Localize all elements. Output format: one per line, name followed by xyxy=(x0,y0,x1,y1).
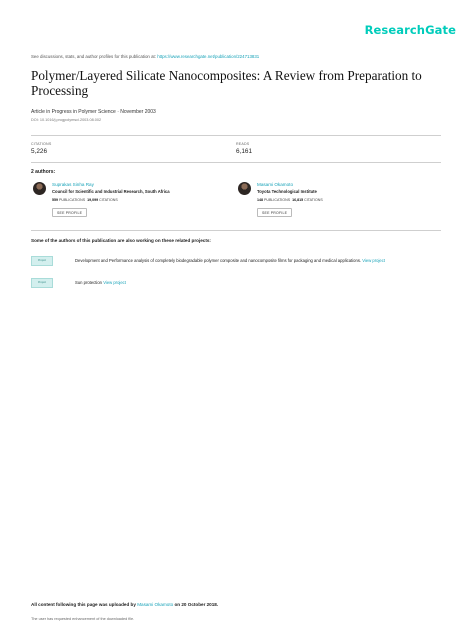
journal-name: Progress in Polymer Science xyxy=(51,109,116,115)
upload-suffix: on 20 October 2018. xyxy=(174,602,219,607)
project-1-thumbnail[interactable]: Project xyxy=(31,256,53,266)
reads-label: READS xyxy=(236,142,250,146)
author-2-see-profile-button[interactable]: SEE PROFILE xyxy=(257,208,292,217)
avatar-author-1[interactable] xyxy=(33,182,46,195)
author-2-citations-count: 16,815 xyxy=(292,198,304,202)
author-1-publications-count: 559 xyxy=(52,198,58,202)
author-2-publications-count: 148 xyxy=(257,198,263,202)
project-2-view-link[interactable]: View project xyxy=(103,280,126,285)
author-1-affiliation: Council for Scientific and Industrial Research, South Africa xyxy=(52,189,170,194)
author-1-name-link[interactable]: Suprakas Sinha Ray xyxy=(52,182,94,187)
project-1 xyxy=(75,258,445,263)
divider-authors xyxy=(31,230,441,231)
publication-url-link[interactable]: https://www.researchgate.net/publication/224713831 xyxy=(157,54,260,59)
author-1-stats xyxy=(52,198,118,202)
disclaimer-text: See discussions, stats, and author profiles for this publication at: xyxy=(31,54,158,59)
author-2-name-link[interactable]: Masami Okamoto xyxy=(257,182,293,187)
author-2-stats xyxy=(257,198,323,202)
author-1-citations-count: 19,099 xyxy=(87,198,99,202)
author-2-publications-label: PUBLICATIONS xyxy=(264,198,291,202)
project-2-thumbnail[interactable]: Project xyxy=(31,278,53,288)
project-1-text: Development and Performance analysis of completely biodegradable polymer composite and nanocomposite films for packaging and medical applications. xyxy=(75,258,362,263)
enhancement-note: The user has requested enhancement of the downloaded file. xyxy=(31,617,135,621)
publication-date: · November 2003 xyxy=(117,109,156,115)
disclaimer-line xyxy=(31,54,259,59)
project-1-view-link[interactable]: View project xyxy=(362,258,385,263)
project-2 xyxy=(75,280,126,285)
citations-label: CITATIONS xyxy=(31,142,52,146)
project-2-text: Sun protection xyxy=(75,280,103,285)
related-projects-heading: Some of the authors of this publication are also working on these related projects: xyxy=(31,238,211,243)
reads-value: 6,161 xyxy=(236,148,252,155)
divider-stats xyxy=(31,162,441,163)
author-1-publications-label: PUBLICATIONS xyxy=(59,198,86,202)
author-2-citations-label: CITATIONS xyxy=(304,198,323,202)
uploader-link[interactable]: Masami Okamoto xyxy=(137,602,174,607)
publication-in: in xyxy=(46,109,51,115)
divider-top xyxy=(31,135,441,136)
author-1-see-profile-button[interactable]: SEE PROFILE xyxy=(52,208,87,217)
publication-meta xyxy=(31,109,156,115)
publication-doi: DOI: 10.1016/j.progpolymsci.2003.08.002 xyxy=(31,118,102,122)
citations-value: 5,226 xyxy=(31,148,47,155)
upload-prefix: All content following this page was uploaded by xyxy=(31,602,136,607)
publication-title: Polymer/Layered Silicate Nanocomposites: A Review from Preparation to Processing xyxy=(31,68,422,98)
author-2-affiliation: Toyota Technological Institute xyxy=(257,189,317,194)
publication-type: Article xyxy=(31,109,45,115)
upload-note xyxy=(31,602,218,607)
researchgate-logo[interactable]: ResearchGate xyxy=(364,23,456,37)
avatar-author-2[interactable] xyxy=(238,182,251,195)
authors-heading: 2 authors: xyxy=(31,169,56,175)
author-1-citations-label: CITATIONS xyxy=(99,198,118,202)
